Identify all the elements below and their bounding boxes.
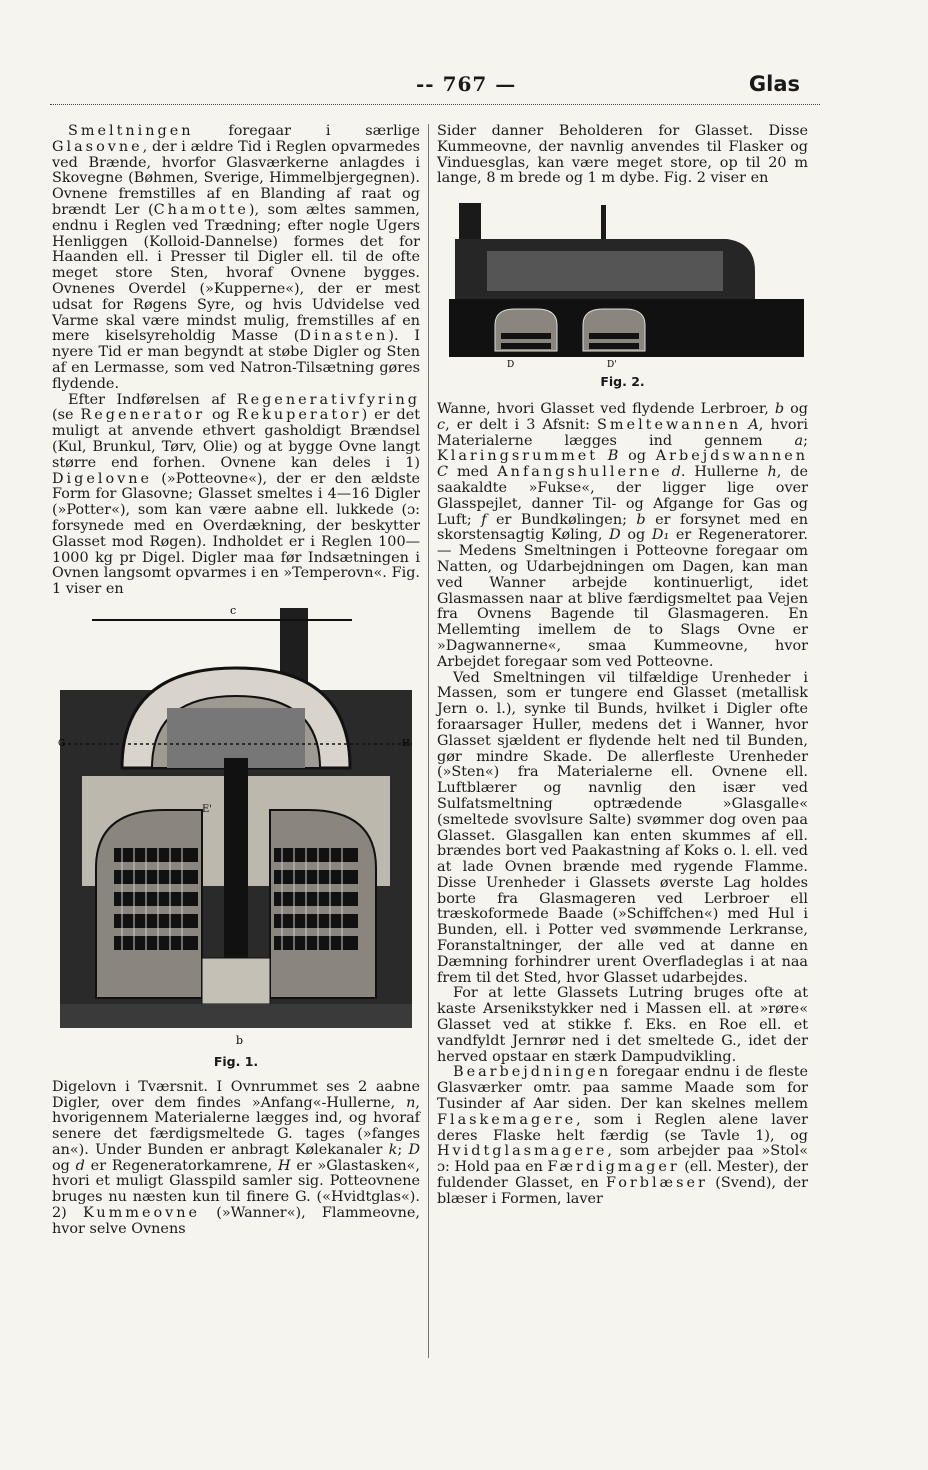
text-run: H <box>277 1157 291 1174</box>
text-run: Digelovne <box>52 470 153 487</box>
text-run: D <box>609 527 621 544</box>
text-run: Flaskemagere <box>437 1111 577 1128</box>
tank-furnace-illustration <box>437 195 808 370</box>
right-paragraph-3: Ved Smeltningen vil tilfældige Urenheder i Massen, som er tungere end Glasset (metallisk Jern o. l.), synke til Bunds, hvilket i Digler ofte foraarsager Huller, medens det i Wanner, hvor Glasset sjældent er flydende helt ned til Bunden, gør mindre Skade. De allerfleste Urenheder (»Sten«) fra Materialerne ell. Ovnene ell. Luftblærer og navnlig den især ved Sulfatsmeltning optrædende »Glasgalle« (smeltede svovlsure Salte) svømmer dog oven paa Glasset. Glasgallen kan enten skummes af ell. brændes bort ved Paakastning af Koks o. l. ell. ved at lade Ovnen brænde med rygende Flamme. Disse Urenheder i Glassets øverste Lag holdes borte fra Glasmageren ved Lerbroer ell træskoformede Baade (»Schiffchen«) med Hul i Bunden, ell. i Potter ved svømmende Lerkranse, Foranstaltninger, der alle ved at danne en Dæmning forhindrer urent Overfladeglas i at naa frem til det Sted, hvor Glasset udarbejdes. <box>437 669 808 986</box>
right-paragraph-5 <box>437 1065 808 1207</box>
running-title: Glas <box>748 72 800 96</box>
text-run: h <box>767 464 777 481</box>
text-run: ) er det muligt at anvende ethvert gasholdigt Brændsel (Kul, Brunkul, Tørv, Olie) og at bygge Ovne langt større end forhen. Ovnene kan deles i 1) <box>52 407 421 471</box>
text-run: er forsynet med en skorstensagtig Køling, <box>437 511 808 544</box>
text-run: C <box>437 464 449 481</box>
text-run: Smeltningen <box>68 123 194 139</box>
text-run: ), som æltes sammen, endnu i Reglen ved Trædning; efter nogle Ugers Henliggen (Kolloid-Dannelse) formes det for Haanden ell. i Presser til Digler ell. til de ofte meget store Sten, hvoraf Ovnene bygges. Ovnenes Overdel (»Kupperne«), der er mest udsat for Røgens Syre, og hvis Udvidelse ved Varme skal være mindst mulig, fremstilles af en mere kiselsyreholdig Masse ( <box>52 201 420 345</box>
text-run: c <box>437 416 446 433</box>
text-run: d <box>671 464 681 481</box>
text-run: d <box>75 1157 85 1174</box>
furnace-cross-section-illustration <box>52 598 420 1048</box>
text-run <box>598 448 608 464</box>
page-header <box>40 70 800 104</box>
figure-label-b: b <box>236 1033 244 1047</box>
left-paragraph-3 <box>52 1080 420 1238</box>
text-run: Bearbejdningen <box>453 1064 612 1081</box>
text-run: D₁ <box>651 527 670 544</box>
text-run: (»Wanner«), Flammeovne, hvor selve Ovnens <box>52 1205 420 1237</box>
figure-label-c: c <box>230 603 237 617</box>
text-run: (ell. Mester), der fuldender Glasset, en <box>437 1159 808 1192</box>
text-run: D <box>408 1141 420 1158</box>
text-run: , som arbejder paa »Stol« ɔ: Hold paa en <box>437 1143 808 1176</box>
text-run: med <box>448 464 498 481</box>
left-column <box>52 124 420 1238</box>
text-run: n <box>406 1094 416 1111</box>
text-run: , er delt i 3 Afsnit: <box>445 416 598 433</box>
text-run: b <box>636 511 646 528</box>
text-run: er Regeneratorer. — Medens Smeltningen i Potteovne foregaar om Natten, og Udarbejdningen om Dagen, kan man ved Wanner arbejde kontinuerligt, idet Glasmassen naar at blive færdigsmeltet paa Vejen fra Ovnens Bagende til Glasmageren. En Mellemting imellem de to Slags Ovne er »Dagwannerne«, smaa Kummeovne, hvor Arbejdet foregaar som ved Potteovne. <box>437 527 808 670</box>
text-run: , hvorigennem Materialerne lægges ind, og hvoraf senere det færdigsmeltede G. tages (»fanges an«). Under Bunden er anbragt Kølekanaler <box>52 1094 420 1158</box>
text-run: b <box>774 400 785 417</box>
text-run: og <box>620 527 652 544</box>
text-run: Forblæser <box>606 1175 708 1192</box>
text-run: Digelovn i Tværsnit. I Ovnrummet ses 2 aabne Digler, over dem findes »Anfang«-Hullerne, <box>52 1078 420 1111</box>
text-run: Smeltewannen <box>597 416 742 433</box>
text-run: . Hullerne <box>680 464 768 481</box>
text-run: a <box>794 432 804 449</box>
right-paragraph-4: For at lette Glassets Lutring bruges ofte at kaste Arsenikstykker ned i Massen ell. at »røre« Glasset ved at stikke f. Eks. en Roe ell. et vandfyldt Jernrør ned i det smeltede G., idet der herved opstaar en stærk Dampudvikling. <box>437 985 808 1065</box>
text-run: (Svend), der blæser i Formen, laver <box>437 1175 808 1207</box>
text-run: Kummeovne <box>82 1205 201 1222</box>
figure-label-d: D <box>507 360 515 371</box>
text-run: Klaringsrummet <box>437 448 599 465</box>
text-run: B <box>607 448 619 465</box>
text-run: Glasovne <box>52 138 143 155</box>
page-number: -- 767 — <box>416 72 517 96</box>
text-run: Regenerativfyring <box>236 391 420 408</box>
text-run: Arbejdswannen <box>655 448 808 465</box>
left-paragraph-2 <box>52 393 420 598</box>
text-run: Færdigmager <box>547 1159 680 1176</box>
text-run: Regenerator <box>80 407 206 424</box>
text-run: foregaar endnu i de fleste Glasværker omtr. paa samme Maade som for Tusinder af Aar siden. Der kan skelnes mellem <box>437 1064 808 1113</box>
figure-1-caption: Fig. 1. <box>213 1053 259 1069</box>
text-run: , der i ældre Tid i Reglen opvarmedes ved Brænde, hvorfor Glasværkerne anlagdes i Skovegne (Bøhmen, Sverige, Himmelbjergegnen). Ovnene fremstilles af en Blanding af raat og brændt Ler ( <box>52 138 420 218</box>
text-run: Rekuperator <box>236 407 362 424</box>
text-run: k <box>388 1141 398 1158</box>
text-run: og <box>618 448 656 465</box>
figure-2-caption: Fig. 2. <box>600 374 645 390</box>
text-run: , hvori Materialerne lægges ind gennem <box>437 416 808 449</box>
column-divider <box>428 124 429 1358</box>
header-rule <box>50 104 820 105</box>
text-run: er Regeneratorkamrene, <box>84 1157 278 1174</box>
figure-1 <box>52 598 420 1070</box>
text-run: (se <box>52 407 81 424</box>
figure-2 <box>437 195 808 390</box>
text-run: ). I nyere Tid er man begyndt at støbe Digler og Sten af en Lermasse, som ved Natron-Tilsætning gøres flydende. <box>52 328 421 392</box>
text-run: og <box>784 400 809 417</box>
left-paragraph-1 <box>52 124 420 393</box>
text-run: A <box>748 416 759 433</box>
text-run: og <box>205 407 237 424</box>
text-run: , som i Reglen alene laver deres Flaske helt færdig (se Tavle 1), og <box>437 1111 808 1144</box>
text-run: Efter Indførelsen af <box>68 391 237 408</box>
text-run: Wanne, hvori Glasset ved flydende Lerbroer, <box>437 400 775 417</box>
text-run: (»Potteovne«), der er den ældste Form for Glasovne; Glasset smeltes i 4—16 Digler (»Potter«), som kan være aabne ell. lukkede (ɔ: forsynede med en Overdækning, der beskytter Glasset mod Røgen). Indholdet er i Reglen 100—1000 kg pr Digel. Digler maa før Indsætningen i Ovnen langsomt opvarmes i en »Temperovn«. Fig. 1 viser en <box>52 470 420 598</box>
text-run <box>663 464 672 480</box>
text-run: foregaar i særlige <box>193 123 420 139</box>
text-run: er »Glastasken«, hvori et muligt Glasspild samler sig. Potteovnene bruges nu næsten kun til finere G. («Hvidtglas«). 2) <box>52 1157 421 1222</box>
text-run: Chamotte <box>153 201 249 218</box>
figure-label-h: H <box>402 738 410 749</box>
text-run: Anfangshullerne <box>497 464 663 481</box>
text-run: ; <box>397 1141 409 1158</box>
text-run: f <box>481 511 487 528</box>
right-column <box>437 124 808 1208</box>
right-paragraph-2 <box>437 402 808 671</box>
text-run: og <box>52 1157 76 1174</box>
text-run: , de saakaldte »Fukse«, der ligger lige over Glasspejlet, danner Til- og Afgange for Gas og Luft; <box>437 464 808 528</box>
text-run: er Bundkølingen; <box>486 511 637 528</box>
figure-label-e: E' <box>202 803 213 815</box>
figure-label-g: G <box>58 738 66 749</box>
right-paragraph-1: Sider danner Beholderen for Glasset. Disse Kummeovne, der navnlig anvendes til Flasker og Vinduesglas, kan være meget store, op til 20 m lange, 8 m brede og 1 m dybe. Fig. 2 viser en <box>437 123 808 187</box>
text-run: ; <box>803 432 808 449</box>
text-run: Hvidtglasmagere <box>437 1143 608 1160</box>
figure-label-d1: D' <box>607 360 617 371</box>
text-run: Dinasten <box>299 328 389 345</box>
